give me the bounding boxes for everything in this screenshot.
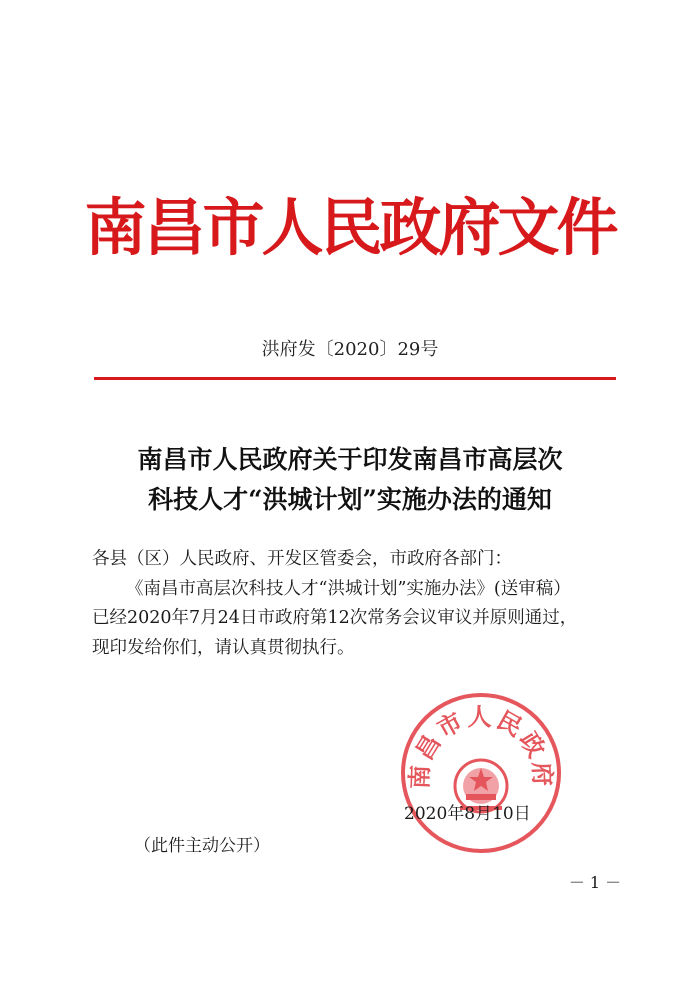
notice-title-line-2: 科技人才“洪城计划”实施办法的通知 <box>148 485 552 514</box>
official-seal <box>398 690 564 856</box>
red-divider-line <box>94 377 616 380</box>
seal-text: 南昌市人民政府 <box>404 701 558 790</box>
body-line-3: 现印发给你们，请认真贯彻执行。 <box>92 637 355 658</box>
document-number: 洪府发〔2020〕29号 <box>261 339 439 360</box>
body-line-2: 已经2020年7月24日市政府第12次常务会议审议并原则通过， <box>92 608 578 628</box>
document-header-title: 南昌市人民政府文件 <box>84 191 616 264</box>
notice-title <box>0 440 700 520</box>
disclosure-note: （此件主动公开） <box>134 836 270 856</box>
body-line-1: 《南昌市高层次科技人才“洪城计划”实施办法》(送审稿） <box>126 578 571 599</box>
notice-title-line-1: 南昌市人民政府关于印发南昌市高层次 <box>137 445 563 474</box>
page-number: － 1 － <box>568 873 622 892</box>
notice-body <box>92 545 622 663</box>
issue-date: 2020年8月10日 <box>404 804 531 824</box>
salutation: 各县（区）人民政府、开发区管委会，市政府各部门： <box>92 549 512 569</box>
